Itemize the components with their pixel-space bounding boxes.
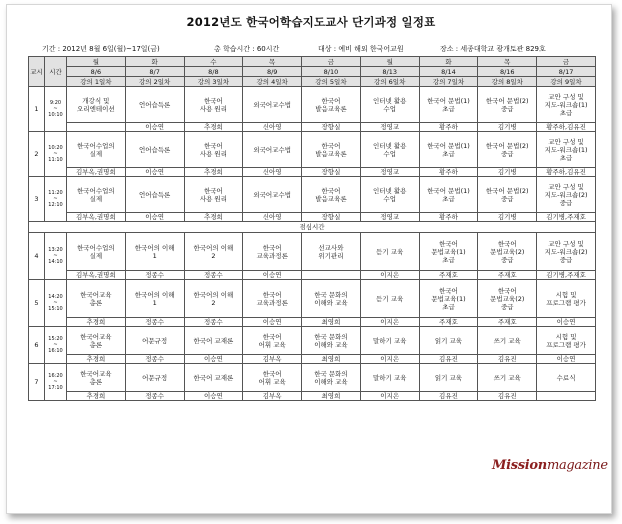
teacher-cell [67,123,126,132]
teacher-cell: 김부옥,권명희 [67,271,126,280]
teacher-cell: 이승연 [537,318,596,327]
course-cell: 한국어 문법(2) 중급 [478,132,537,168]
teacher-cell: 이승연 [184,355,243,364]
class-row [29,280,596,318]
lesson-header: 강의 3일차 [184,77,243,87]
course-cell: 선교사와 위기관리 [302,233,361,271]
class-row [29,364,596,392]
teacher-cell: 김부옥 [243,355,302,364]
period-number: 2 [29,132,45,177]
teacher-row [29,271,596,280]
course-cell: 어문규정 [125,364,184,392]
teacher-cell: 주재호 [419,318,478,327]
period-number: 4 [29,233,45,280]
course-cell: 한국어 교육과정론 [243,280,302,318]
teacher-cell: 이승연 [537,355,596,364]
teacher-cell: 황주하,김유진 [537,168,596,177]
course-cell: 한국어 교재론 [184,364,243,392]
teacher-cell: 황주하 [419,123,478,132]
teacher-cell: 정종수 [184,318,243,327]
teacher-cell: 김기병 [478,213,537,222]
period-time: 15:20 ~ 16:10 [45,327,67,364]
teacher-cell [302,271,361,280]
info-place: 장소 : 세종대학교 광개토관 829호 [440,45,546,53]
teacher-cell: 이승연 [243,318,302,327]
course-cell: 한국어의 이해 1 [125,280,184,318]
teacher-cell: 이지은 [360,271,419,280]
date-header: 8/14 [419,67,478,77]
teacher-cell: 김유진 [478,392,537,401]
period-time: 16:20 ~ 17:10 [45,364,67,401]
period-time: 9:20 ~ 10:10 [45,87,67,132]
course-cell: 언어습득론 [125,177,184,213]
course-cell: 시험 및 프로그램 평가 [537,280,596,318]
teacher-cell: 추경희 [67,318,126,327]
period-number: 7 [29,364,45,401]
teacher-cell: 이승연 [125,168,184,177]
lesson-header: 강의 7일차 [419,77,478,87]
period-number: 5 [29,280,45,327]
course-cell: 개강식 및 오리엔테이션 [67,87,126,123]
day-header: 화 [125,57,184,67]
teacher-cell: 장향실 [302,168,361,177]
course-cell: 외국어교수법 [243,132,302,168]
info-target: 대상 : 예비 해외 한국어교원 [318,45,404,53]
course-cell: 한국어 발음교육론 [302,87,361,123]
date-header: 8/7 [125,67,184,77]
course-cell: 한국어 문법교육(1) 초급 [419,233,478,271]
period-time: 14:20 ~ 15:10 [45,280,67,327]
day-header: 월 [67,57,126,67]
teacher-row [29,168,596,177]
course-cell: 한국어의 이해 2 [184,280,243,318]
teacher-cell: 주재호 [478,318,537,327]
date-header: 8/9 [243,67,302,77]
course-cell: 한국어 발음교육론 [302,177,361,213]
teacher-cell: 김기병,주재호 [537,213,596,222]
teacher-cell: 황주하 [419,213,478,222]
schedule-table [28,56,596,401]
lesson-header: 강의 5일차 [302,77,361,87]
teacher-cell: 주재호 [478,271,537,280]
course-cell: 한국어 사용 원리 [184,132,243,168]
course-cell: 한국어의 이해 1 [125,233,184,271]
period-time: 10:20 ~ 11:10 [45,132,67,177]
course-cell: 교안 구성 및 지도-워크숍(1) 초급 [537,132,596,168]
date-header: 8/13 [360,67,419,77]
teacher-cell: 정영교 [360,213,419,222]
teacher-row [29,392,596,401]
teacher-cell: 이승연 [125,123,184,132]
course-cell: 수료식 [537,364,596,392]
teacher-row [29,213,596,222]
course-cell: 한국어 문법교육(2) 중급 [478,280,537,318]
course-cell: 한국어 문법(1) 초급 [419,132,478,168]
course-cell: 시험 및 프로그램 평가 [537,327,596,355]
teacher-cell: 신아영 [243,123,302,132]
course-cell: 한국어 어휘 교육 [243,364,302,392]
teacher-cell: 김기병 [478,168,537,177]
lesson-header: 강의 1일차 [67,77,126,87]
teacher-cell: 김기병,주재호 [537,271,596,280]
teacher-cell: 추경희 [67,355,126,364]
teacher-cell: 장향실 [302,123,361,132]
teacher-cell: 김부옥 [243,392,302,401]
course-cell: 인터넷 활용 수업 [360,132,419,168]
teacher-cell: 신아영 [243,168,302,177]
teacher-cell: 신아영 [243,213,302,222]
course-cell: 한국어 교재론 [184,327,243,355]
course-cell: 한국어 교육과정론 [243,233,302,271]
mission-magazine-logo: Missionmagazine [492,458,608,473]
teacher-cell: 황주하,김유진 [537,123,596,132]
lesson-header: 강의 6일차 [360,77,419,87]
class-row [29,177,596,213]
lunch-row: 점심시간 [29,222,596,233]
class-header: 교시 [29,57,45,87]
page-title: 2012년도 한국어학습지도교사 단기과정 일정표 [186,15,436,29]
day-header: 월 [360,57,419,67]
course-cell: 한국 문화의 이해와 교육 [302,327,361,355]
date-header: 8/10 [302,67,361,77]
course-cell: 한국어수업의 실제 [67,233,126,271]
lesson-header: 강의 4일차 [243,77,302,87]
class-row [29,132,596,168]
teacher-cell: 김부옥,권명희 [67,213,126,222]
course-cell: 언어습득론 [125,87,184,123]
course-cell: 듣기 교육 [360,280,419,318]
course-cell: 읽기 교육 [419,327,478,355]
course-cell: 한국어 발음교육론 [302,132,361,168]
teacher-cell: 추경희 [184,213,243,222]
class-row [29,233,596,271]
period-number: 6 [29,327,45,364]
period-number: 3 [29,177,45,222]
teacher-cell: 이지은 [360,318,419,327]
teacher-cell: 김부옥,권명희 [67,168,126,177]
teacher-cell: 김기병 [478,123,537,132]
teacher-cell: 황주하 [419,168,478,177]
course-cell: 말하기 교육 [360,364,419,392]
course-cell: 한국어 사용 원리 [184,177,243,213]
teacher-cell: 김유진 [419,355,478,364]
time-header: 시간 [45,57,67,87]
day-header: 목 [478,57,537,67]
teacher-cell: 이승연 [184,392,243,401]
lesson-header: 강의 8일차 [478,77,537,87]
course-cell: 듣기 교육 [360,233,419,271]
teacher-cell: 추경희 [184,123,243,132]
teacher-cell: 최영희 [302,392,361,401]
course-cell: 한국어수업의 실제 [67,177,126,213]
course-cell: 한국어 사용 원리 [184,87,243,123]
course-cell: 쓰기 교육 [478,327,537,355]
info-period: 기간 : 2012년 8월 6일(월)~17일(금) [42,45,160,53]
period-number: 1 [29,87,45,132]
teacher-row [29,355,596,364]
course-cell: 어문규정 [125,327,184,355]
teacher-cell: 김유진 [419,392,478,401]
class-row [29,327,596,355]
course-cell: 한국어 문법(2) 중급 [478,87,537,123]
date-header: 8/16 [478,67,537,77]
course-cell: 읽기 교육 [419,364,478,392]
teacher-cell: 정종수 [125,318,184,327]
teacher-cell: 정영교 [360,123,419,132]
day-header: 목 [243,57,302,67]
course-cell: 한국어교육 총론 [67,280,126,318]
course-cell: 교안 구성 및 지도-워크숍(1) 초급 [537,87,596,123]
course-cell: 외국어교수법 [243,87,302,123]
teacher-cell: 주재호 [419,271,478,280]
teacher-cell: 이지은 [360,355,419,364]
course-cell: 한국 문화의 이해와 교육 [302,364,361,392]
teacher-cell: 이승연 [125,213,184,222]
course-cell: 한국어 문법(1) 초급 [419,177,478,213]
teacher-cell: 정종수 [125,271,184,280]
course-cell: 한국어교육 총론 [67,364,126,392]
teacher-cell [537,392,596,401]
course-cell: 한국어 문법교육(1) 초급 [419,280,478,318]
teacher-cell: 추경희 [184,168,243,177]
teacher-cell: 추경희 [67,392,126,401]
course-cell: 말하기 교육 [360,327,419,355]
day-header: 금 [302,57,361,67]
course-cell: 언어습득론 [125,132,184,168]
course-cell: 한국어 문법(2) 중급 [478,177,537,213]
teacher-cell: 최영희 [302,355,361,364]
teacher-cell: 최영희 [302,318,361,327]
date-header: 8/17 [537,67,596,77]
course-cell: 인터넷 활용 수업 [360,87,419,123]
course-cell: 한국어교육 총론 [67,327,126,355]
course-cell: 인터넷 활용 수업 [360,177,419,213]
course-cell: 교안 구성 및 지도-워크숍(2) 중급 [537,177,596,213]
course-cell: 한국 문화의 이해와 교육 [302,280,361,318]
teacher-cell: 정종수 [125,392,184,401]
lesson-header: 강의 2일차 [125,77,184,87]
period-time: 13:20 ~ 14:10 [45,233,67,280]
date-header: 8/6 [67,67,126,77]
course-cell: 외국어교수법 [243,177,302,213]
teacher-cell: 김유진 [478,355,537,364]
course-cell: 한국어 어휘 교육 [243,327,302,355]
teacher-cell: 정종수 [125,355,184,364]
teacher-row [29,318,596,327]
date-header: 8/8 [184,67,243,77]
info-total: 총 학습시간 : 60시간 [214,45,280,53]
period-time: 11:20 ~ 12:10 [45,177,67,222]
teacher-row [29,123,596,132]
teacher-cell: 정종수 [184,271,243,280]
teacher-cell: 이지은 [360,392,419,401]
course-cell: 한국어의 이해 2 [184,233,243,271]
class-row [29,87,596,123]
day-header: 화 [419,57,478,67]
course-cell: 교안 구성 및 지도-워크숍(2) 중급 [537,233,596,271]
teacher-cell: 장향실 [302,213,361,222]
course-cell: 한국어 문법교육(2) 중급 [478,233,537,271]
teacher-cell: 이승연 [243,271,302,280]
course-cell: 한국어수업의 실제 [67,132,126,168]
course-cell: 한국어 문법(1) 초급 [419,87,478,123]
course-cell: 쓰기 교육 [478,364,537,392]
day-header: 수 [184,57,243,67]
lesson-header: 강의 9일차 [537,77,596,87]
day-header: 금 [537,57,596,67]
teacher-cell: 정영교 [360,168,419,177]
